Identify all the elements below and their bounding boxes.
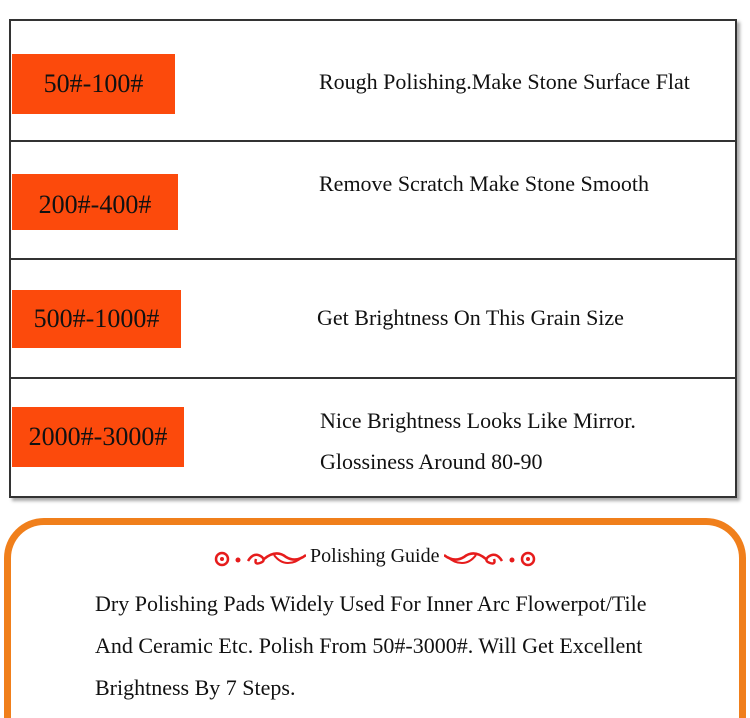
grit-description-line-2: Glossiness Around 80-90 xyxy=(320,449,543,474)
grit-description-line-1: Nice Brightness Looks Like Mirror. xyxy=(320,408,636,433)
guide-line: Brightness By 7 Steps. xyxy=(95,675,296,700)
guide-line: Dry Polishing Pads Widely Used For Inner Arc Flowerpot/Tile xyxy=(95,591,647,616)
grit-table xyxy=(9,19,737,498)
grit-label: 500#-1000# xyxy=(12,290,181,348)
ornament-left-icon xyxy=(214,546,311,566)
grit-label: 200#-400# xyxy=(12,174,178,230)
table-row xyxy=(11,21,735,142)
grit-label: 50#-100# xyxy=(12,54,175,114)
guide-heading xyxy=(11,545,739,569)
guide-title: Polishing Guide xyxy=(310,545,440,567)
grit-description: Remove Scratch Make Stone Smooth xyxy=(319,171,649,196)
table-row xyxy=(11,142,735,260)
guide-line: And Ceramic Etc. Polish From 50#-3000#. Will Get Excellent xyxy=(95,633,643,658)
table-row xyxy=(11,379,735,500)
grit-description: Rough Polishing.Make Stone Surface Flat xyxy=(319,69,690,94)
table-row xyxy=(11,260,735,379)
ornament-right-icon xyxy=(444,546,536,566)
polishing-guide-panel xyxy=(4,518,746,718)
grit-label: 2000#-3000# xyxy=(12,407,184,467)
grit-description: Get Brightness On This Grain Size xyxy=(317,305,624,330)
guide-body xyxy=(95,583,735,709)
